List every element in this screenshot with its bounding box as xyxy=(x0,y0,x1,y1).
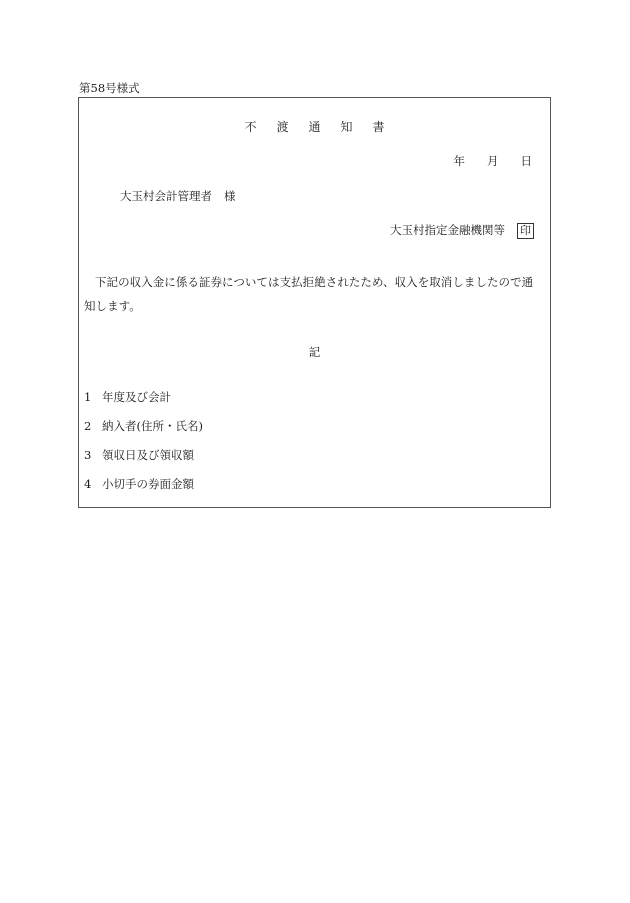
notice-body: 下記の収入金に係る証券については支払拒絶されたため、収入を取消しましたので通知します。 xyxy=(84,275,534,313)
item-number: 3 xyxy=(84,448,92,462)
date-day: 日 xyxy=(520,154,532,168)
item-label: 納入者(住所・氏名) xyxy=(102,419,203,433)
list-item xyxy=(84,390,203,419)
addressee xyxy=(120,188,236,204)
seal-mark: 印 xyxy=(517,223,534,239)
item-list xyxy=(84,390,203,506)
document-title xyxy=(79,118,550,135)
item-number: 2 xyxy=(84,419,92,433)
item-label: 領収日及び領収額 xyxy=(102,448,194,462)
date-month: 月 xyxy=(487,154,499,168)
ki-heading: 記 xyxy=(308,345,321,359)
list-item xyxy=(84,477,203,506)
date-year: 年 xyxy=(453,154,465,168)
sender xyxy=(390,222,534,239)
title-char: 不 xyxy=(244,120,257,134)
title-char: 知 xyxy=(340,120,353,134)
item-label: 年度及び会計 xyxy=(102,390,171,404)
item-number: 4 xyxy=(84,477,92,491)
title-char: 書 xyxy=(372,120,385,134)
form-number: 第58号様式 xyxy=(79,81,140,95)
list-item xyxy=(84,448,203,477)
list-item xyxy=(84,419,203,448)
title-char: 通 xyxy=(308,120,321,134)
item-label: 小切手の券面金額 xyxy=(102,477,194,491)
addressee-honorific: 様 xyxy=(224,189,236,203)
sender-name: 大玉村指定金融機関等 xyxy=(390,223,505,237)
addressee-name: 大玉村会計管理者 xyxy=(120,189,212,203)
title-char: 渡 xyxy=(276,120,289,134)
notice-frame xyxy=(78,97,551,508)
date-line xyxy=(432,153,533,169)
item-number: 1 xyxy=(84,390,92,404)
